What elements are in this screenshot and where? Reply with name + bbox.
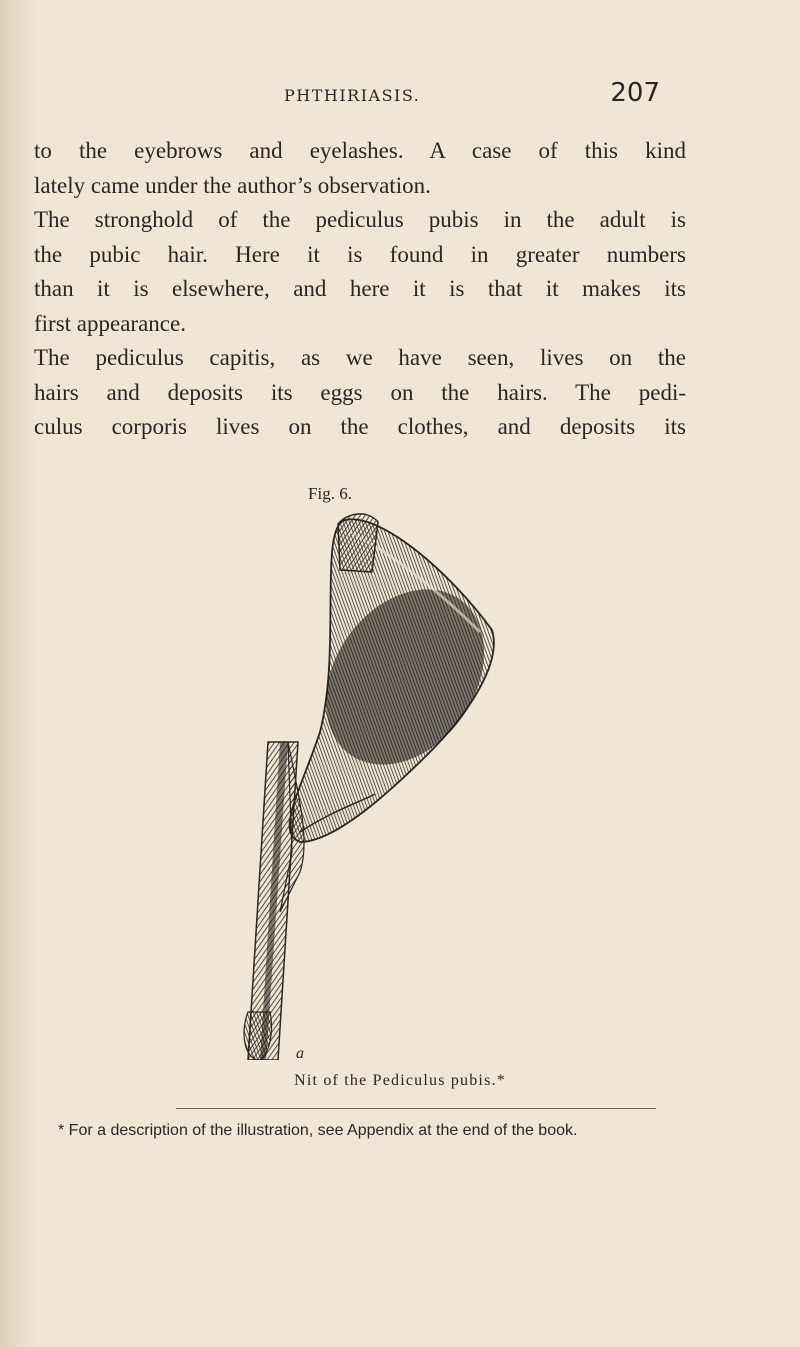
page-number: 207 bbox=[610, 78, 660, 108]
text-line: The stronghold of the pediculus pubis in the adult is bbox=[34, 207, 686, 232]
nit-operculum bbox=[338, 514, 378, 572]
body-text bbox=[34, 134, 686, 445]
text-line: first appearance. bbox=[34, 310, 186, 336]
nit-illustration bbox=[240, 512, 500, 1060]
text-line: hairs and deposits its eggs on the hairs. The pedi- bbox=[34, 379, 686, 405]
footnote: * For a description of the illustration, see Appendix at the end of the book. bbox=[58, 1122, 578, 1139]
footnote-rule bbox=[176, 1108, 656, 1109]
text-line: to the eyebrows and eyelashes. A case of this kind bbox=[34, 138, 686, 163]
text-line: than it is elsewhere, and here it is that it makes its bbox=[34, 276, 686, 301]
figure-label: Fig. 6. bbox=[308, 484, 352, 503]
running-head bbox=[280, 78, 680, 114]
figure-caption: Nit of the Pediculus pubis.* bbox=[294, 1072, 506, 1089]
running-title: PHTHIRIASIS. bbox=[284, 86, 421, 105]
text-line: the pubic hair. Here it is found in greater numbers bbox=[34, 241, 686, 267]
text-line: The pediculus capitis, as we have seen, lives on the bbox=[34, 345, 686, 370]
text-line: lately came under the author’s observation. bbox=[34, 172, 431, 198]
nit-engraving bbox=[240, 512, 500, 1060]
figure-letter: a bbox=[296, 1045, 304, 1060]
text-line: culus corporis lives on the clothes, and deposits its bbox=[34, 414, 686, 439]
